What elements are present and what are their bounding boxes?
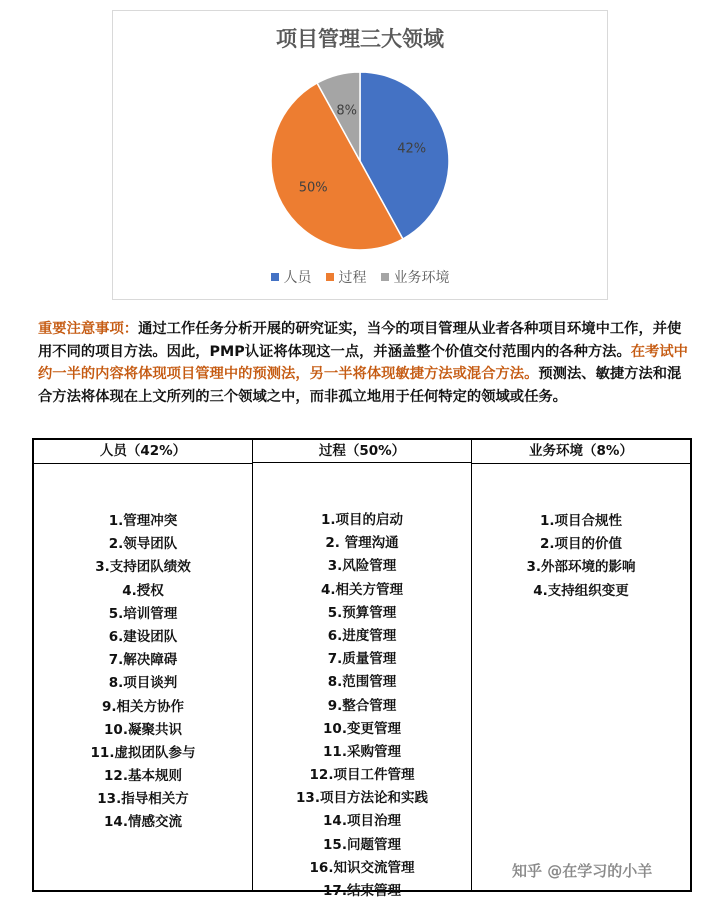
data-label-process: 50%	[298, 180, 328, 196]
note-highlight: 在考试中约一半的内容将体现项目管理中的预测法，另一半将体现敏捷方法或混合方法。	[38, 343, 688, 382]
data-label-business: 8%	[336, 103, 358, 119]
list-item: 12.项目工件管理	[309, 767, 415, 784]
list-item: 2.项目的价值	[539, 536, 623, 553]
list-business	[472, 464, 690, 603]
list-item: 4.授权	[122, 582, 164, 599]
list-item: 11.虚拟团队参与	[90, 744, 196, 761]
important-note	[38, 318, 688, 408]
list-item: 5.预算管理	[327, 604, 397, 621]
legend	[113, 267, 607, 287]
column-header-process: 过程（50%）	[253, 440, 471, 463]
list-item: 17.结束管理	[323, 883, 401, 899]
legend-label-process: 过程	[338, 270, 367, 286]
list-item: 4.支持组织变更	[533, 582, 629, 599]
list-item: 2. 管理沟通	[325, 535, 399, 552]
list-item: 5.培训管理	[108, 605, 178, 622]
list-item: 10.变更管理	[323, 720, 401, 737]
list-item: 3.风险管理	[327, 558, 397, 575]
legend-label-business: 业务环境	[393, 270, 450, 286]
list-item: 8.项目谈判	[108, 675, 178, 692]
list-process	[253, 463, 471, 903]
list-item: 8.范围管理	[327, 674, 397, 691]
list-item: 3.支持团队绩效	[95, 559, 191, 576]
legend-item-people	[271, 267, 312, 287]
legend-item-process	[326, 267, 367, 287]
note-label: 重要注意事项：	[38, 321, 139, 337]
column-process	[253, 440, 472, 899]
list-item: 12.基本规则	[104, 768, 182, 785]
pie-svg	[113, 11, 607, 299]
legend-swatch-people	[271, 273, 279, 281]
list-people	[34, 464, 252, 835]
list-item: 9.相关方协作	[101, 698, 185, 715]
domain-table	[32, 438, 692, 899]
legend-item-business	[381, 267, 450, 287]
column-business	[472, 440, 690, 890]
list-item: 7.质量管理	[327, 651, 397, 668]
legend-swatch-business	[381, 273, 389, 281]
list-item: 11.采购管理	[323, 743, 401, 760]
column-header-business: 业务环境（8%）	[472, 440, 690, 464]
list-item: 13.指导相关方	[97, 791, 189, 808]
list-item: 15.问题管理	[323, 836, 401, 853]
list-item: 1.项目合规性	[539, 513, 623, 529]
note-text-2: 预测法、敏捷方法和混合方法将体现在上文所列的三个领域之中，而非孤立地用于任何特定的领域或任务。	[38, 366, 682, 405]
list-item: 2.领导团队	[108, 536, 178, 553]
list-item: 16.知识交流管理	[309, 859, 415, 876]
note-text-1: 通过工作任务分析开展的研究证实，当今的项目管理从业者各种项目环境中工作，并使用不同的项目方法。因此，PMP认证将体现这一点，并涵盖整个价值交付范围内的各种方法。	[38, 321, 682, 360]
data-label-people: 42%	[397, 141, 427, 157]
column-header-people: 人员（42%）	[34, 440, 252, 464]
list-item: 10.凝聚共识	[104, 721, 182, 738]
list-item: 1.项目的启动	[320, 512, 404, 528]
list-item: 13.项目方法论和实践	[296, 790, 428, 807]
watermark: 知乎 @在学习的小羊	[512, 862, 653, 880]
pie-chart	[112, 10, 608, 300]
list-item: 4.相关方管理	[320, 581, 404, 598]
legend-label-people: 人员	[283, 270, 312, 286]
column-people	[34, 440, 253, 890]
list-item: 1.管理冲突	[108, 513, 178, 529]
list-item: 9.整合管理	[327, 697, 397, 714]
chart-title: 项目管理三大领域	[276, 27, 444, 51]
list-item: 3.外部环境的影响	[526, 559, 636, 576]
list-item: 6.建设团队	[108, 628, 178, 645]
legend-swatch-process	[326, 273, 334, 281]
list-item: 6.进度管理	[327, 627, 397, 644]
list-item: 14.情感交流	[104, 814, 182, 831]
list-item: 7.解决障碍	[108, 652, 178, 669]
list-item: 14.项目治理	[323, 813, 401, 830]
